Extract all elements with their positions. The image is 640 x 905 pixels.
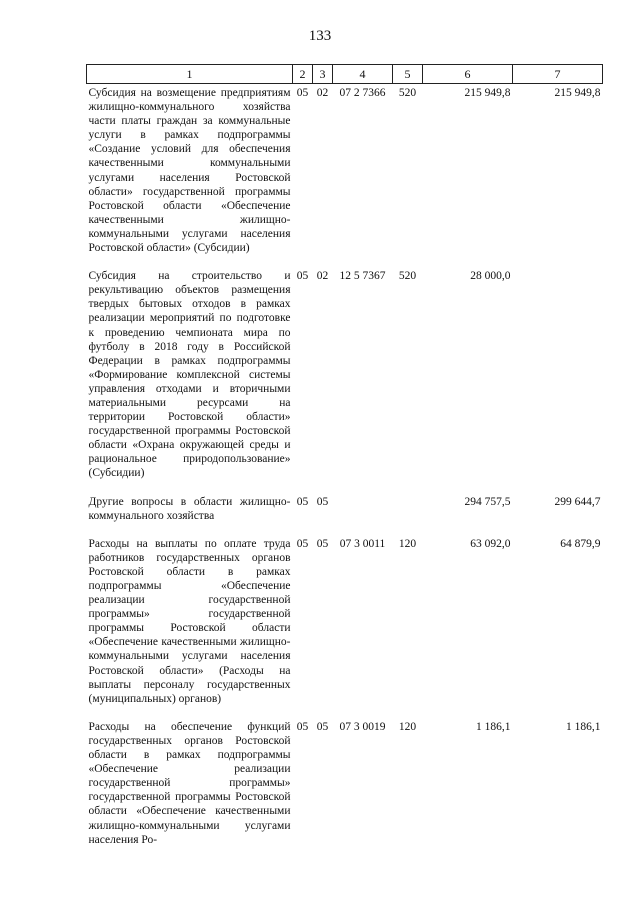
row-amount-2: 64 879,9 <box>560 537 601 550</box>
row-amount-2: 299 644,7 <box>554 495 601 508</box>
row-amount-1: 294 757,5 <box>464 495 511 508</box>
column-header-4: 4 <box>333 65 393 84</box>
table-row <box>87 537 603 720</box>
table-row <box>87 269 603 494</box>
table-row <box>87 84 603 270</box>
row-section-code: 05 <box>296 270 309 283</box>
column-header-3: 3 <box>313 65 333 84</box>
row-amount-2: 1 186,1 <box>566 720 601 733</box>
row-expense-type-code: 520 <box>398 87 417 99</box>
row-subsection-code: 05 <box>316 495 329 508</box>
row-section-code: 05 <box>296 495 309 508</box>
row-target-article-code: 12 5 7367 <box>339 270 386 283</box>
column-header-6: 6 <box>423 65 513 84</box>
column-header-5: 5 <box>393 65 423 84</box>
row-target-article-code: 07 2 7366 <box>339 87 386 99</box>
row-description: Другие вопросы в области жилищно-коммунального хозяйства <box>88 495 291 522</box>
row-target-article-code: 07 3 0019 <box>339 720 386 733</box>
row-section-code: 05 <box>296 87 309 99</box>
row-amount-1: 1 186,1 <box>476 720 511 733</box>
column-header-2: 2 <box>293 65 313 84</box>
row-amount-1: 215 949,8 <box>464 87 511 99</box>
row-expense-type-code: 120 <box>398 537 417 550</box>
row-description: Расходы на обеспечение функций государственных органов Ростовской области в рамках подпрограммы «Обеспечение реализации государственной программы» государственной программы Ростовской области «Обеспечение качественными жилищно-коммунальными услугами населения Ро- <box>88 720 291 846</box>
row-subsection-code: 05 <box>316 720 329 733</box>
row-expense-type-code: 120 <box>398 720 417 733</box>
table-row <box>87 720 603 861</box>
row-amount-1: 63 092,0 <box>470 537 511 550</box>
table-row <box>87 495 603 537</box>
row-expense-type-code <box>393 495 423 537</box>
row-description: Субсидия на строительство и рекультивацию объектов размещения твердых бытовых отходов в рамках реализации мероприятий по подготовке к проведению чемпионата мира по футболу в 2018 году в Российской Федерации в рамках подпрограммы «Формирование комплексной системы управления отходами и вторичными материальными ресурсами на территории Ростовской области» государственной программы Ростовской области «Охрана окружающей среды и рациональное природопользование» (Субсидии) <box>88 270 291 480</box>
page-number: 133 <box>308 28 332 44</box>
column-header-7: 7 <box>513 65 603 84</box>
row-expense-type-code: 520 <box>398 270 417 283</box>
row-target-article-code: 07 3 0011 <box>339 537 386 550</box>
row-amount-2 <box>513 269 603 494</box>
row-subsection-code: 02 <box>316 87 329 99</box>
row-amount-1: 28 000,0 <box>470 270 511 283</box>
row-target-article-code <box>333 495 393 537</box>
row-subsection-code: 02 <box>316 270 329 283</box>
row-section-code: 05 <box>296 537 309 550</box>
column-header-1: 1 <box>87 65 293 84</box>
row-amount-2: 215 949,8 <box>554 87 601 99</box>
row-description: Субсидия на возмещение предприятиям жилищно-коммунального хозяйства части платы граждан за коммунальные услуги в рамках подпрограммы «Создание условий для обеспечения качественными коммунальными услугами населения Ростовской области» государственной программы Ростовской области «Обеспечение качественными жилищно-коммунальными услугами населения Ростовской области» (Субсидии) <box>88 87 291 255</box>
table-header-row <box>87 65 603 84</box>
row-description: Расходы на выплаты по оплате труда работников государственных органов Ростовской области в рамках подпрограммы «Обеспечение реализации государственной программы» государственной программы Ростовской области «Обеспечение качественными жилищно-коммунальными услугами населения Ростовской области» (Расходы на выплаты персоналу государственных (муниципальных) органов) <box>88 537 291 705</box>
row-section-code: 05 <box>296 720 309 733</box>
budget-table <box>86 64 603 861</box>
row-subsection-code: 05 <box>316 537 329 550</box>
